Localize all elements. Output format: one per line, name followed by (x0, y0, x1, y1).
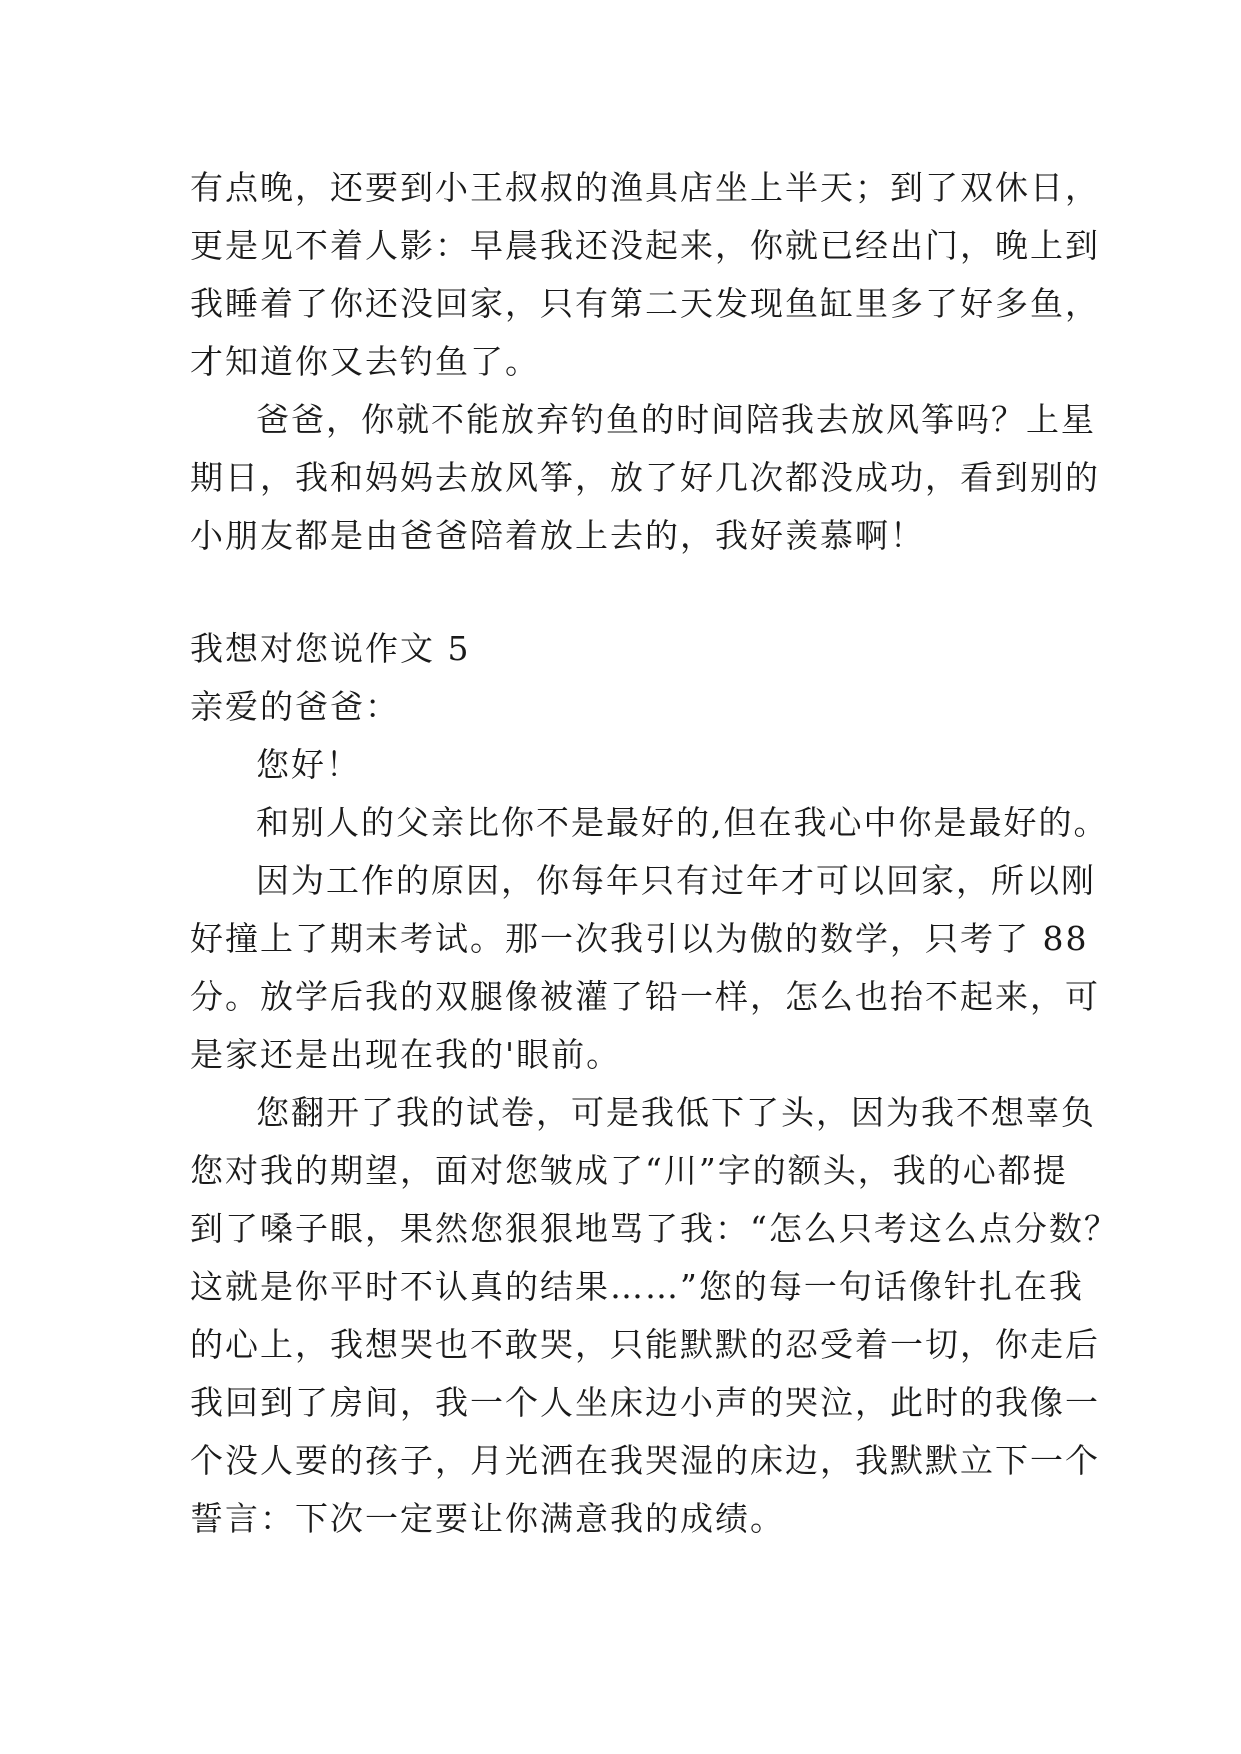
text-line: 我回到了房间，我一个人坐床边小声的哭泣，此时的我像一 (190, 1383, 1100, 1422)
text-line: 因为工作的原因，你每年只有过年才可以回家，所以刚 (256, 861, 1096, 900)
greeting: 您好！ (256, 745, 361, 784)
text-line: 这就是你平时不认真的结果……”您的每一句话像针扎在我 (190, 1267, 1084, 1306)
text-line: 的心上，我想哭也不敢哭，只能默默的忍受着一切，你走后 (190, 1325, 1100, 1364)
text-line: 是家还是出现在我的'眼前。 (190, 1035, 622, 1074)
text-line: 期日，我和妈妈去放风筝，放了好几次都没成功，看到别的 (190, 458, 1100, 497)
essay-title: 我想对您说作文 5 (190, 629, 471, 668)
text-line: 更是见不着人影：早晨我还没起来，你就已经出门，晚上到 (190, 226, 1100, 265)
text-line: 我睡着了你还没回家，只有第二天发现鱼缸里多了好多鱼， (190, 284, 1100, 323)
text-line: 有点晚，还要到小王叔叔的渔具店坐上半天；到了双休日， (190, 168, 1100, 207)
text-line: 到了嗓子眼，果然您狠狠地骂了我：“怎么只考这么点分数？ (190, 1209, 1119, 1248)
text-line: 您对我的期望，面对您皱成了“川”字的额头，我的心都提 (190, 1151, 1068, 1190)
text-line: 个没人要的孩子，月光洒在我哭湿的床边，我默默立下一个 (190, 1441, 1100, 1480)
text-line: 爸爸，你就不能放弃钓鱼的时间陪我去放风筝吗？上星 (256, 400, 1096, 439)
text-line: 分。放学后我的双腿像被灌了铅一样，怎么也抬不起来，可 (190, 977, 1100, 1016)
text-line: 誓言：下次一定要让你满意我的成绩。 (190, 1499, 785, 1538)
salutation: 亲爱的爸爸： (190, 687, 400, 726)
text-line: 才知道你又去钓鱼了。 (190, 342, 540, 381)
text-line: 您翻开了我的试卷，可是我低下了头，因为我不想辜负 (256, 1093, 1096, 1132)
text-line: 好撞上了期末考试。那一次我引以为傲的数学，只考了 88 (190, 919, 1089, 958)
text-line: 小朋友都是由爸爸陪着放上去的，我好羡慕啊！ (190, 516, 925, 555)
text-line: 和别人的父亲比你不是最好的,但在我心中你是最好的。 (256, 803, 1109, 842)
